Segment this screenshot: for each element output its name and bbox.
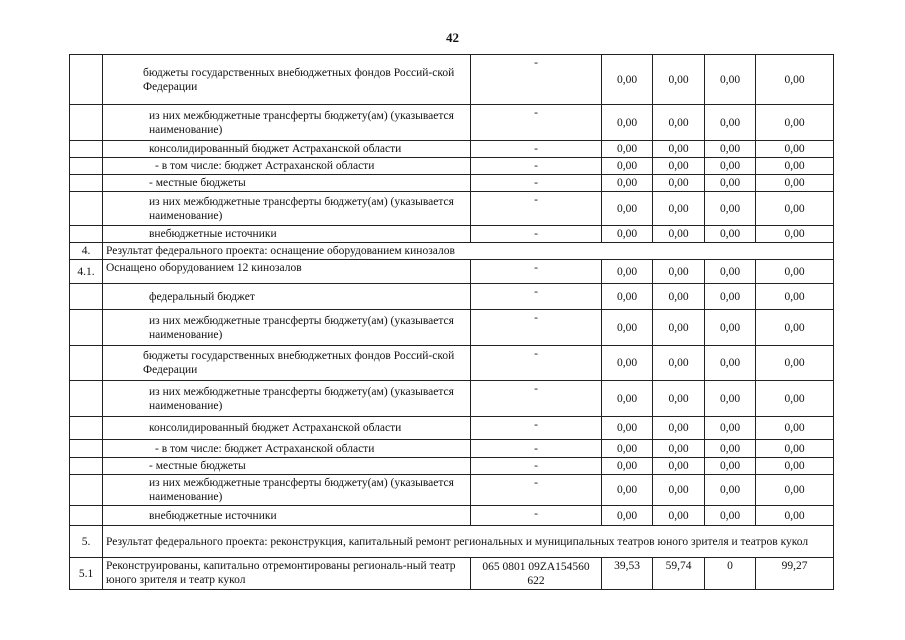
value-cell: 0,00 — [705, 506, 756, 526]
value-cell: 99,27 — [756, 558, 834, 590]
row-label: - местные бюджеты — [103, 175, 471, 192]
table-row — [70, 381, 834, 417]
row-number — [70, 310, 103, 346]
value-cell: 0,00 — [756, 475, 834, 506]
budget-code: - — [471, 141, 602, 158]
value-cell: 0,00 — [653, 226, 705, 243]
value-cell: 0,00 — [653, 260, 705, 284]
value-cell: 0,00 — [653, 381, 705, 417]
value-cell: 0,00 — [653, 506, 705, 526]
value-cell: 0,00 — [602, 158, 653, 175]
section-row — [70, 526, 834, 558]
value-cell: 0,00 — [705, 310, 756, 346]
value-cell: 0,00 — [653, 458, 705, 475]
budget-code: - — [471, 260, 602, 284]
section-row — [70, 243, 834, 260]
value-cell: 0,00 — [756, 105, 834, 141]
table-row — [70, 458, 834, 475]
row-label: - в том числе: бюджет Астраханской области — [103, 158, 471, 175]
value-cell: 0,00 — [602, 346, 653, 381]
row-number — [70, 417, 103, 440]
row-number — [70, 381, 103, 417]
value-cell: 0,00 — [705, 175, 756, 192]
row-number: 5.1 — [70, 558, 103, 590]
value-cell: 0,00 — [756, 175, 834, 192]
value-cell: 0,00 — [705, 417, 756, 440]
value-cell: 0,00 — [602, 141, 653, 158]
value-cell: 0,00 — [653, 192, 705, 226]
budget-code: 065 0801 09ZA154560 622 — [471, 558, 602, 590]
value-cell: 0,00 — [653, 440, 705, 458]
value-cell: 0,00 — [756, 260, 834, 284]
row-number: 5. — [70, 526, 103, 558]
budget-code: - — [471, 440, 602, 458]
row-number — [70, 475, 103, 506]
value-cell: 0,00 — [705, 458, 756, 475]
table-row — [70, 284, 834, 310]
table-row — [70, 141, 834, 158]
value-cell: 0,00 — [653, 158, 705, 175]
value-cell: 0,00 — [756, 158, 834, 175]
table-row — [70, 192, 834, 226]
budget-code: - — [471, 458, 602, 475]
value-cell: 0,00 — [705, 158, 756, 175]
row-label: из них межбюджетные трансферты бюджету(ам) (указывается наименование) — [103, 105, 471, 141]
value-cell: 0,00 — [602, 458, 653, 475]
value-cell: 0,00 — [705, 381, 756, 417]
row-label: из них межбюджетные трансферты бюджету(ам) (указывается наименование) — [103, 310, 471, 346]
value-cell: 0,00 — [653, 310, 705, 346]
value-cell: 0,00 — [653, 175, 705, 192]
value-cell: 0,00 — [756, 284, 834, 310]
budget-code: - — [471, 381, 602, 417]
value-cell: 0,00 — [756, 192, 834, 226]
value-cell: 0,00 — [756, 141, 834, 158]
value-cell: 0,00 — [602, 284, 653, 310]
value-cell: 0,00 — [602, 226, 653, 243]
value-cell: 0,00 — [602, 440, 653, 458]
value-cell: 0,00 — [602, 260, 653, 284]
value-cell: 0,00 — [756, 458, 834, 475]
page-number: 42 — [446, 30, 459, 45]
row-label: Оснащено оборудованием 12 кинозалов — [103, 260, 471, 284]
table-row — [70, 175, 834, 192]
row-label: - в том числе: бюджет Астраханской области — [103, 440, 471, 458]
value-cell: 0,00 — [756, 310, 834, 346]
table-row — [70, 440, 834, 458]
value-cell: 0,00 — [653, 105, 705, 141]
value-cell: 0,00 — [602, 475, 653, 506]
value-cell: 0,00 — [756, 506, 834, 526]
value-cell: 0,00 — [705, 192, 756, 226]
row-number — [70, 458, 103, 475]
value-cell: 0,00 — [653, 346, 705, 381]
section-title: Результат федерального проекта: реконструкция, капитальный ремонт региональных и муниципальных театров юного зрителя и театров кукол — [103, 526, 834, 558]
value-cell: 0,00 — [653, 55, 705, 105]
value-cell: 0,00 — [602, 175, 653, 192]
budget-code: - — [471, 475, 602, 506]
value-cell: 0,00 — [653, 284, 705, 310]
value-cell: 0,00 — [705, 226, 756, 243]
value-cell: 0,00 — [705, 55, 756, 105]
value-cell: 0,00 — [705, 284, 756, 310]
row-number — [70, 141, 103, 158]
budget-code: - — [471, 310, 602, 346]
value-cell: 0,00 — [653, 141, 705, 158]
value-cell: 0,00 — [653, 417, 705, 440]
budget-table — [69, 54, 834, 590]
row-number — [70, 105, 103, 141]
table-row — [70, 260, 834, 284]
row-label: внебюджетные источники — [103, 506, 471, 526]
row-label: федеральный бюджет — [103, 284, 471, 310]
table-row — [70, 417, 834, 440]
budget-code: - — [471, 105, 602, 141]
row-label: консолидированный бюджет Астраханской области — [103, 141, 471, 158]
row-number — [70, 158, 103, 175]
section-title: Результат федерального проекта: оснащение оборудованием кинозалов — [103, 243, 834, 260]
value-cell: 0,00 — [602, 105, 653, 141]
row-number — [70, 226, 103, 243]
row-number — [70, 284, 103, 310]
row-label: внебюджетные источники — [103, 226, 471, 243]
value-cell: 0,00 — [705, 260, 756, 284]
table-row — [70, 310, 834, 346]
value-cell: 0,00 — [705, 440, 756, 458]
budget-code: - — [471, 55, 602, 105]
row-number — [70, 506, 103, 526]
table-row — [70, 475, 834, 506]
budget-code: - — [471, 192, 602, 226]
value-cell: 0,00 — [602, 192, 653, 226]
budget-code: - — [471, 175, 602, 192]
table-row — [70, 55, 834, 105]
value-cell: 39,53 — [602, 558, 653, 590]
value-cell: 0,00 — [756, 226, 834, 243]
budget-code: - — [471, 417, 602, 440]
budget-table-body — [70, 55, 834, 590]
table-row — [70, 105, 834, 141]
row-label: бюджеты государственных внебюджетных фондов Россий-ской Федерации — [103, 346, 471, 381]
value-cell: 0,00 — [756, 55, 834, 105]
value-cell: 0,00 — [653, 475, 705, 506]
value-cell: 0,00 — [602, 506, 653, 526]
table-row — [70, 558, 834, 590]
value-cell: 59,74 — [653, 558, 705, 590]
table-row — [70, 346, 834, 381]
table-row — [70, 506, 834, 526]
value-cell: 0,00 — [602, 310, 653, 346]
value-cell: 0,00 — [756, 381, 834, 417]
row-number — [70, 346, 103, 381]
value-cell: 0,00 — [602, 55, 653, 105]
row-number — [70, 175, 103, 192]
row-label: - местные бюджеты — [103, 458, 471, 475]
row-number — [70, 440, 103, 458]
table-row — [70, 158, 834, 175]
value-cell: 0,00 — [756, 440, 834, 458]
value-cell: 0,00 — [705, 141, 756, 158]
value-cell: 0,00 — [705, 346, 756, 381]
value-cell: 0,00 — [756, 346, 834, 381]
row-number — [70, 55, 103, 105]
value-cell: 0,00 — [705, 475, 756, 506]
value-cell: 0,00 — [756, 417, 834, 440]
budget-code: - — [471, 158, 602, 175]
row-number — [70, 192, 103, 226]
row-label: из них межбюджетные трансферты бюджету(ам) (указывается наименование) — [103, 381, 471, 417]
budget-code: - — [471, 226, 602, 243]
row-label: из них межбюджетные трансферты бюджету(ам) (указывается наименование) — [103, 192, 471, 226]
row-label: консолидированный бюджет Астраханской области — [103, 417, 471, 440]
value-cell: 0,00 — [602, 417, 653, 440]
row-number: 4.1. — [70, 260, 103, 284]
budget-code: - — [471, 284, 602, 310]
value-cell: 0 — [705, 558, 756, 590]
value-cell: 0,00 — [705, 105, 756, 141]
value-cell: 0,00 — [602, 381, 653, 417]
budget-code: - — [471, 506, 602, 526]
row-number: 4. — [70, 243, 103, 260]
budget-code: - — [471, 346, 602, 381]
row-label: бюджеты государственных внебюджетных фондов Россий-ской Федерации — [103, 55, 471, 105]
row-label: из них межбюджетные трансферты бюджету(ам) (указывается наименование) — [103, 475, 471, 506]
table-row — [70, 226, 834, 243]
row-label: Реконструированы, капитально отремонтированы региональ-ный театр юного зрителя и театр кукол — [103, 558, 471, 590]
